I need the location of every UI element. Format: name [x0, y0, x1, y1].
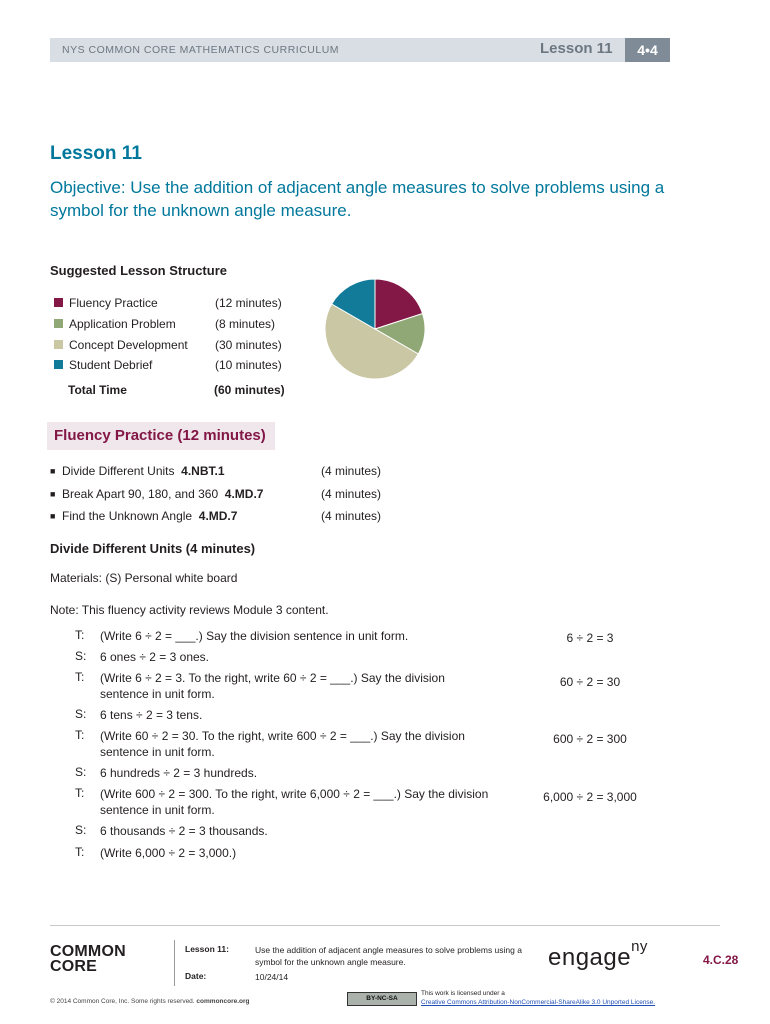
dialogue-line: (Write 6 ÷ 2 = 3. To the right, write 60 ÷ 2 = ___.) Say the division sentence in unit form.	[100, 671, 445, 701]
speaker: T:	[75, 728, 85, 742]
structure-heading: Suggested Lesson Structure	[50, 263, 227, 278]
speaker: S:	[75, 765, 87, 779]
activity-standard: 4.NBT.1	[181, 464, 225, 478]
note: Note: This fluency activity reviews Module 3 content.	[50, 603, 329, 617]
legend-time: (10 minutes)	[215, 358, 282, 372]
brand-sup: ny	[631, 938, 648, 955]
total-time: (60 minutes)	[214, 383, 285, 397]
copyright	[50, 998, 250, 1005]
legend-label: Application Problem	[69, 317, 176, 331]
copyright-site: commoncore.org	[196, 998, 250, 1005]
divide-heading: Divide Different Units (4 minutes)	[50, 541, 256, 556]
activity-time: (4 minutes)	[321, 487, 382, 501]
license-link[interactable]: Creative Commons Attribution-NonCommercial-ShareAlike 3.0 Unported License.	[421, 999, 656, 1006]
speaker: S:	[75, 707, 87, 721]
speaker: S:	[75, 823, 87, 837]
legend-row	[54, 317, 275, 333]
dialogue-line: (Write 6,000 ÷ 2 = 3,000.)	[100, 846, 237, 860]
dialogue-line: 6 thousands ÷ 2 = 3 thousands.	[100, 824, 268, 838]
activity-time: (4 minutes)	[321, 464, 382, 478]
header-lesson: Lesson 11	[540, 40, 613, 57]
legend-row	[54, 338, 282, 354]
module-badge: 4•4	[625, 38, 670, 62]
legend-row	[54, 358, 282, 374]
activity-name: Find the Unknown Angle	[62, 509, 193, 523]
dialogue-line: 6 tens ÷ 2 = 3 tens.	[100, 708, 203, 722]
speaker: T:	[75, 845, 85, 859]
copyright-text: © 2014 Common Core, Inc. Some rights reserved.	[50, 998, 195, 1005]
legend-swatch	[54, 319, 63, 328]
activity-standard: 4.MD.7	[198, 509, 238, 523]
license-intro: This work is licensed under a	[421, 990, 505, 997]
page-number: 4.C.28	[703, 953, 739, 967]
legend-time: (30 minutes)	[215, 338, 282, 352]
common-core-logo	[50, 944, 126, 974]
legend-swatch	[54, 298, 63, 307]
legend-label: Fluency Practice	[69, 296, 158, 310]
dialogue-line: (Write 600 ÷ 2 = 300. To the right, write 6,000 ÷ 2 = ___.) Say the division sentence in unit form.	[100, 787, 489, 817]
activity-time: (4 minutes)	[321, 509, 382, 523]
cc-license-badge[interactable]: BY-NC-SA	[347, 992, 417, 1006]
fluency-heading: Fluency Practice (12 minutes)	[54, 427, 266, 444]
fluency-activity: ■ Find the Unknown Angle 4.MD.7	[50, 509, 238, 523]
activity-name: Divide Different Units	[62, 464, 175, 478]
page-title: Lesson 11	[50, 143, 142, 164]
fluency-activity: ■ Break Apart 90, 180, and 360 4.MD.7	[50, 487, 264, 501]
legend-time: (8 minutes)	[215, 317, 276, 331]
objective: Objective: Use the addition of adjacent angle measures to solve problems using a symbol for the unknown angle measure.	[50, 178, 665, 220]
board-equation: 6 ÷ 2 = 3	[566, 631, 614, 645]
logo-line: CORE	[50, 958, 98, 975]
speaker: T:	[75, 670, 85, 684]
brand-text: engage	[548, 944, 632, 971]
speaker: S:	[75, 649, 87, 663]
footer-rule	[50, 925, 720, 926]
logo-line: COMMON	[50, 943, 126, 960]
footer-date: 10/24/14	[255, 972, 289, 982]
board-equation: 6,000 ÷ 2 = 3,000	[543, 790, 637, 804]
board-equation: 600 ÷ 2 = 300	[553, 732, 627, 746]
footer-date-label: Date:	[185, 971, 207, 981]
speaker: T:	[75, 628, 85, 642]
total-label: Total Time	[68, 383, 127, 397]
lesson-structure-pie	[322, 276, 428, 382]
fluency-activity: ■ Divide Different Units 4.NBT.1	[50, 464, 225, 478]
dialogue-line: (Write 60 ÷ 2 = 30. To the right, write 600 ÷ 2 = ___.) Say the division sentence in unit form.	[100, 729, 465, 759]
legend-label: Student Debrief	[69, 358, 153, 372]
legend-swatch	[54, 340, 63, 349]
legend-time: (12 minutes)	[215, 296, 282, 310]
activity-name: Break Apart 90, 180, and 360	[62, 487, 219, 501]
footer-lesson-text: Use the addition of adjacent angle measures to solve problems using a symbol for the unknown angle measure.	[255, 945, 522, 967]
dialogue-line: 6 ones ÷ 2 = 3 ones.	[100, 650, 209, 664]
dialogue-line: 6 hundreds ÷ 2 = 3 hundreds.	[100, 766, 258, 780]
curriculum-title: NYS COMMON CORE MATHEMATICS CURRICULUM	[62, 44, 340, 56]
materials: Materials: (S) Personal white board	[50, 571, 238, 585]
board-equation: 60 ÷ 2 = 30	[559, 675, 621, 689]
speaker: T:	[75, 786, 85, 800]
legend-label: Concept Development	[69, 338, 188, 352]
footer-divider	[174, 940, 175, 986]
dialogue-line: (Write 6 ÷ 2 = ___.) Say the division sentence in unit form.	[100, 629, 409, 643]
legend-row	[54, 296, 282, 312]
footer-lesson-label: Lesson 11:	[185, 944, 229, 954]
activity-standard: 4.MD.7	[224, 487, 264, 501]
legend-swatch	[54, 360, 63, 369]
engageny-logo	[548, 938, 648, 972]
